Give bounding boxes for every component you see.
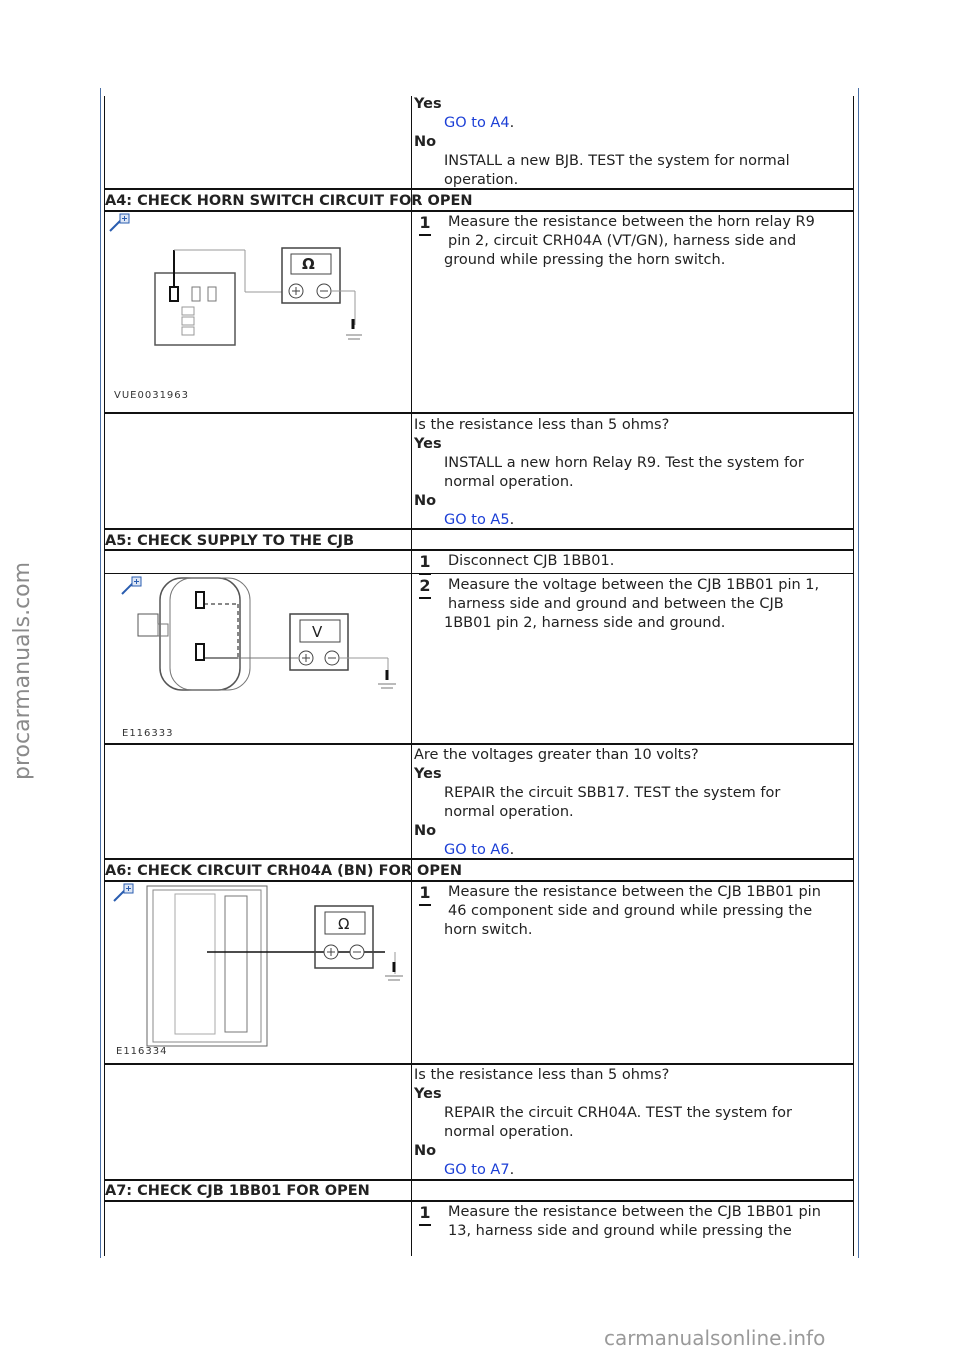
cjb-pin-diagram	[145, 884, 405, 1058]
meter-symbol: Ω	[302, 255, 315, 273]
zoom-icon[interactable]	[108, 213, 130, 233]
rule	[104, 1063, 854, 1065]
a5-step-2-line-3: 1BB01 pin 2, harness side and ground.	[444, 615, 726, 631]
a4-question: Is the resistance less than 5 ohms?	[414, 417, 670, 433]
top-no-text-1: INSTALL a new BJB. TEST the system for normal	[444, 153, 790, 169]
a5-yes-2: normal operation.	[444, 804, 574, 820]
a4-yes-1: INSTALL a new horn Relay R9. Test the system for	[444, 455, 804, 471]
a6-yes-2: normal operation.	[444, 1124, 574, 1140]
page-rule-left-inner	[104, 96, 105, 1256]
zoom-icon[interactable]	[112, 883, 134, 903]
figure-label: E116333	[122, 728, 174, 739]
a5-step-2-line-1: Measure the voltage between the CJB 1BB01 pin 1,	[448, 577, 820, 593]
a6-yes-1: REPAIR the circuit CRH04A. TEST the system for	[444, 1105, 792, 1121]
a6-question: Is the resistance less than 5 ohms?	[414, 1067, 670, 1083]
a7-step-line-2: 13, harness side and ground while pressing the	[448, 1223, 792, 1239]
watermark-left: procarmanuals.com	[10, 561, 35, 780]
page-rule-right-inner	[853, 96, 854, 1256]
a5-step-1-text: Disconnect CJB 1BB01.	[448, 553, 615, 569]
a5-yes-label: Yes	[414, 766, 442, 782]
step-number: 2	[419, 577, 431, 599]
rule	[104, 210, 854, 212]
a4-yes-2: normal operation.	[444, 474, 574, 490]
a6-no-label: No	[414, 1143, 437, 1159]
a5-yes-1: REPAIR the circuit SBB17. TEST the system for	[444, 785, 781, 801]
watermark-bottom: carmanualsonline.info	[604, 1326, 826, 1350]
column-divider	[411, 96, 412, 1256]
step-number: 1	[419, 553, 431, 575]
a4-no-label: No	[414, 493, 437, 509]
a6-no-row: GO to A7.	[444, 1162, 515, 1178]
a6-step-line-3: horn switch.	[444, 922, 533, 938]
horn-relay-diagram	[150, 245, 370, 359]
top-no-label: No	[414, 134, 437, 150]
rule	[104, 1200, 854, 1202]
cjb-connector-diagram	[130, 574, 400, 698]
section-header-a7: A7: CHECK CJB 1BB01 FOR OPEN	[105, 1183, 370, 1199]
top-yes-row: GO to A4.	[444, 115, 515, 131]
a5-no-label: No	[414, 823, 437, 839]
rule	[104, 1179, 854, 1181]
figure-label: E116334	[116, 1046, 168, 1057]
a4-step-line-3: ground while pressing the horn switch.	[444, 252, 726, 268]
page-rule-right	[858, 88, 859, 1258]
section-header-a5: A5: CHECK SUPPLY TO THE CJB	[105, 533, 355, 549]
rule	[104, 880, 854, 882]
a4-no-row: GO to A5.	[444, 512, 515, 528]
a5-question: Are the voltages greater than 10 volts?	[414, 747, 699, 763]
a4-yes-label: Yes	[414, 436, 442, 452]
a6-yes-label: Yes	[414, 1086, 442, 1102]
section-header-a4: A4: CHECK HORN SWITCH CIRCUIT FOR OPEN	[105, 193, 473, 209]
top-yes-label: Yes	[414, 96, 442, 112]
rule	[104, 412, 854, 414]
a4-step-line-2: pin 2, circuit CRH04A (VT/GN), harness side and	[448, 233, 797, 249]
go-to-a7-link[interactable]: GO to A7	[444, 1162, 510, 1178]
rule	[104, 549, 854, 551]
a6-step-line-1: Measure the resistance between the CJB 1BB01 pin	[448, 884, 821, 900]
step-number: 1	[419, 884, 431, 906]
page-rule-left	[100, 88, 101, 1258]
rule	[104, 528, 854, 530]
a5-step-2-line-2: harness side and ground and between the CJB	[448, 596, 784, 612]
go-to-a5-link[interactable]: GO to A5	[444, 512, 510, 528]
go-to-a6-link[interactable]: GO to A6	[444, 842, 510, 858]
step-number: 1	[419, 1204, 431, 1226]
rule	[104, 858, 854, 860]
meter-symbol: Ω	[338, 915, 350, 933]
go-to-a4-link[interactable]: GO to A4	[444, 115, 510, 131]
a5-no-row: GO to A6.	[444, 842, 515, 858]
a6-step-line-2: 46 component side and ground while pressing the	[448, 903, 813, 919]
rule	[104, 188, 854, 190]
meter-symbol: V	[312, 623, 323, 641]
a4-step-line-1: Measure the resistance between the horn relay R9	[448, 214, 815, 230]
figure-label: VUE0031963	[114, 390, 190, 401]
a7-step-line-1: Measure the resistance between the CJB 1BB01 pin	[448, 1204, 821, 1220]
step-number: 1	[419, 214, 431, 236]
top-no-text-2: operation.	[444, 172, 519, 188]
rule	[104, 743, 854, 745]
section-header-a6: A6: CHECK CIRCUIT CRH04A (BN) FOR OPEN	[105, 863, 463, 879]
